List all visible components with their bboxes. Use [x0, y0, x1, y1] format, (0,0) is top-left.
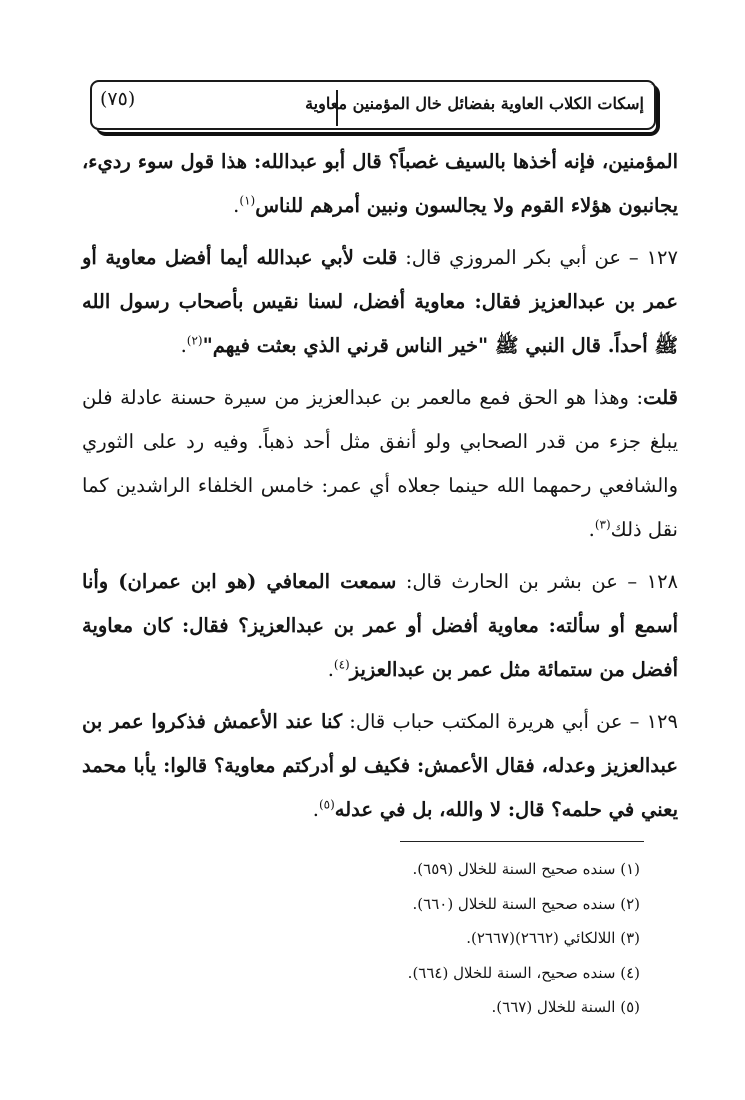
footnote-ref-1: (١) — [239, 193, 256, 208]
footnote-ref-3: (٣) — [594, 517, 611, 532]
comment-end: . — [588, 518, 595, 541]
footnote-ref-4: (٤) — [333, 657, 350, 672]
paragraph-comment — [82, 376, 678, 552]
paragraph-127-quote: قلت لأبي عبدالله أيما أفضل معاوية أو عمر بن عبدالعزيز فقال: معاوية أفضل، لسنا نقيس بأصحاب رسول الله ﷺ أحداً. قال النبي ﷺ "خير الناس قرني الذي بعثت فيهم" — [82, 246, 678, 357]
footnotes — [90, 852, 640, 1025]
paragraph-129-intro: ١٢٩ – عن أبي هريرة المكتب حباب قال: — [342, 710, 678, 733]
paragraph-129 — [82, 700, 678, 832]
footnote-5: (٥) السنة للخلال (٦٦٧). — [491, 998, 640, 1016]
paragraph-1-text: المؤمنين، فإنه أخذها بالسيف غصباً؟ قال أبو عبدالله: هذا قول سوء رديء، يجانبون هؤلاء القوم ولا يجالسون ونبين أمرهم للناس — [82, 150, 678, 217]
paragraph-129-quote: كنا عند الأعمش فذكروا عمر بن عبدالعزيز وعدله، فقال الأعمش: فكيف لو أدركتم معاوية؟ قالوا: يأبا محمد يعني في حلمه؟ قال: لا والله، بل في عدله — [82, 710, 678, 821]
footnote-4: (٤) سنده صحيح، السنة للخلال (٦٦٤). — [407, 963, 640, 982]
paragraph-128 — [82, 560, 678, 692]
page-number: (٧٥) — [100, 88, 136, 110]
paragraph-129-end: . — [312, 798, 319, 821]
comment-label: قلت — [643, 386, 678, 409]
paragraph-128-intro: ١٢٨ – عن بشر بن الحارث قال: — [396, 570, 679, 593]
footnote-2: (٢) سنده صحيح السنة للخلال (٦٦٠). — [412, 894, 640, 913]
book-title: إسكات الكلاب العاوية بفضائل خال المؤمنين معاوية — [305, 94, 644, 113]
footnote-1: (١) سنده صحيح السنة للخلال (٦٥٩). — [412, 860, 640, 878]
main-text — [82, 140, 678, 840]
paragraph-127-end: . — [180, 334, 187, 357]
footnote-ref-5: (٥) — [318, 797, 335, 812]
paragraph-128-end: . — [327, 658, 334, 681]
paragraph-127-intro: ١٢٧ – عن أبي بكر المروزي قال: — [397, 246, 678, 269]
footnote-separator — [400, 841, 644, 842]
footnote-3: (٣) اللالكائي (٢٦٦٢)(٢٦٦٧). — [466, 929, 640, 947]
comment-text: : وهذا هو الحق فمع مالعمر بن عبدالعزيز من سيرة حسنة عادلة فلن يبلغ جزء من قدر الصحابي ولو أنفق مثل أحد ذهباً. وفيه رد على الثوري والشافعي رحمهما الله حينما جعلاه أي عمر: خامس الخلفاء الراشدين كما نقل ذلك — [82, 386, 678, 541]
paragraph-1-end: . — [233, 194, 240, 217]
paragraph-128-quote: سمعت المعافي (هو ابن عمران) وأنا أسمع أو سألته: معاوية أفضل أو عمر بن عبدالعزيز؟ فقال: كان معاوية أفضل من ستمائة مثل عمر بن عبدالعزيز — [82, 570, 678, 681]
footnote-ref-2: (٢) — [186, 333, 203, 348]
paragraph-1 — [82, 140, 678, 228]
paragraph-127 — [82, 236, 678, 368]
